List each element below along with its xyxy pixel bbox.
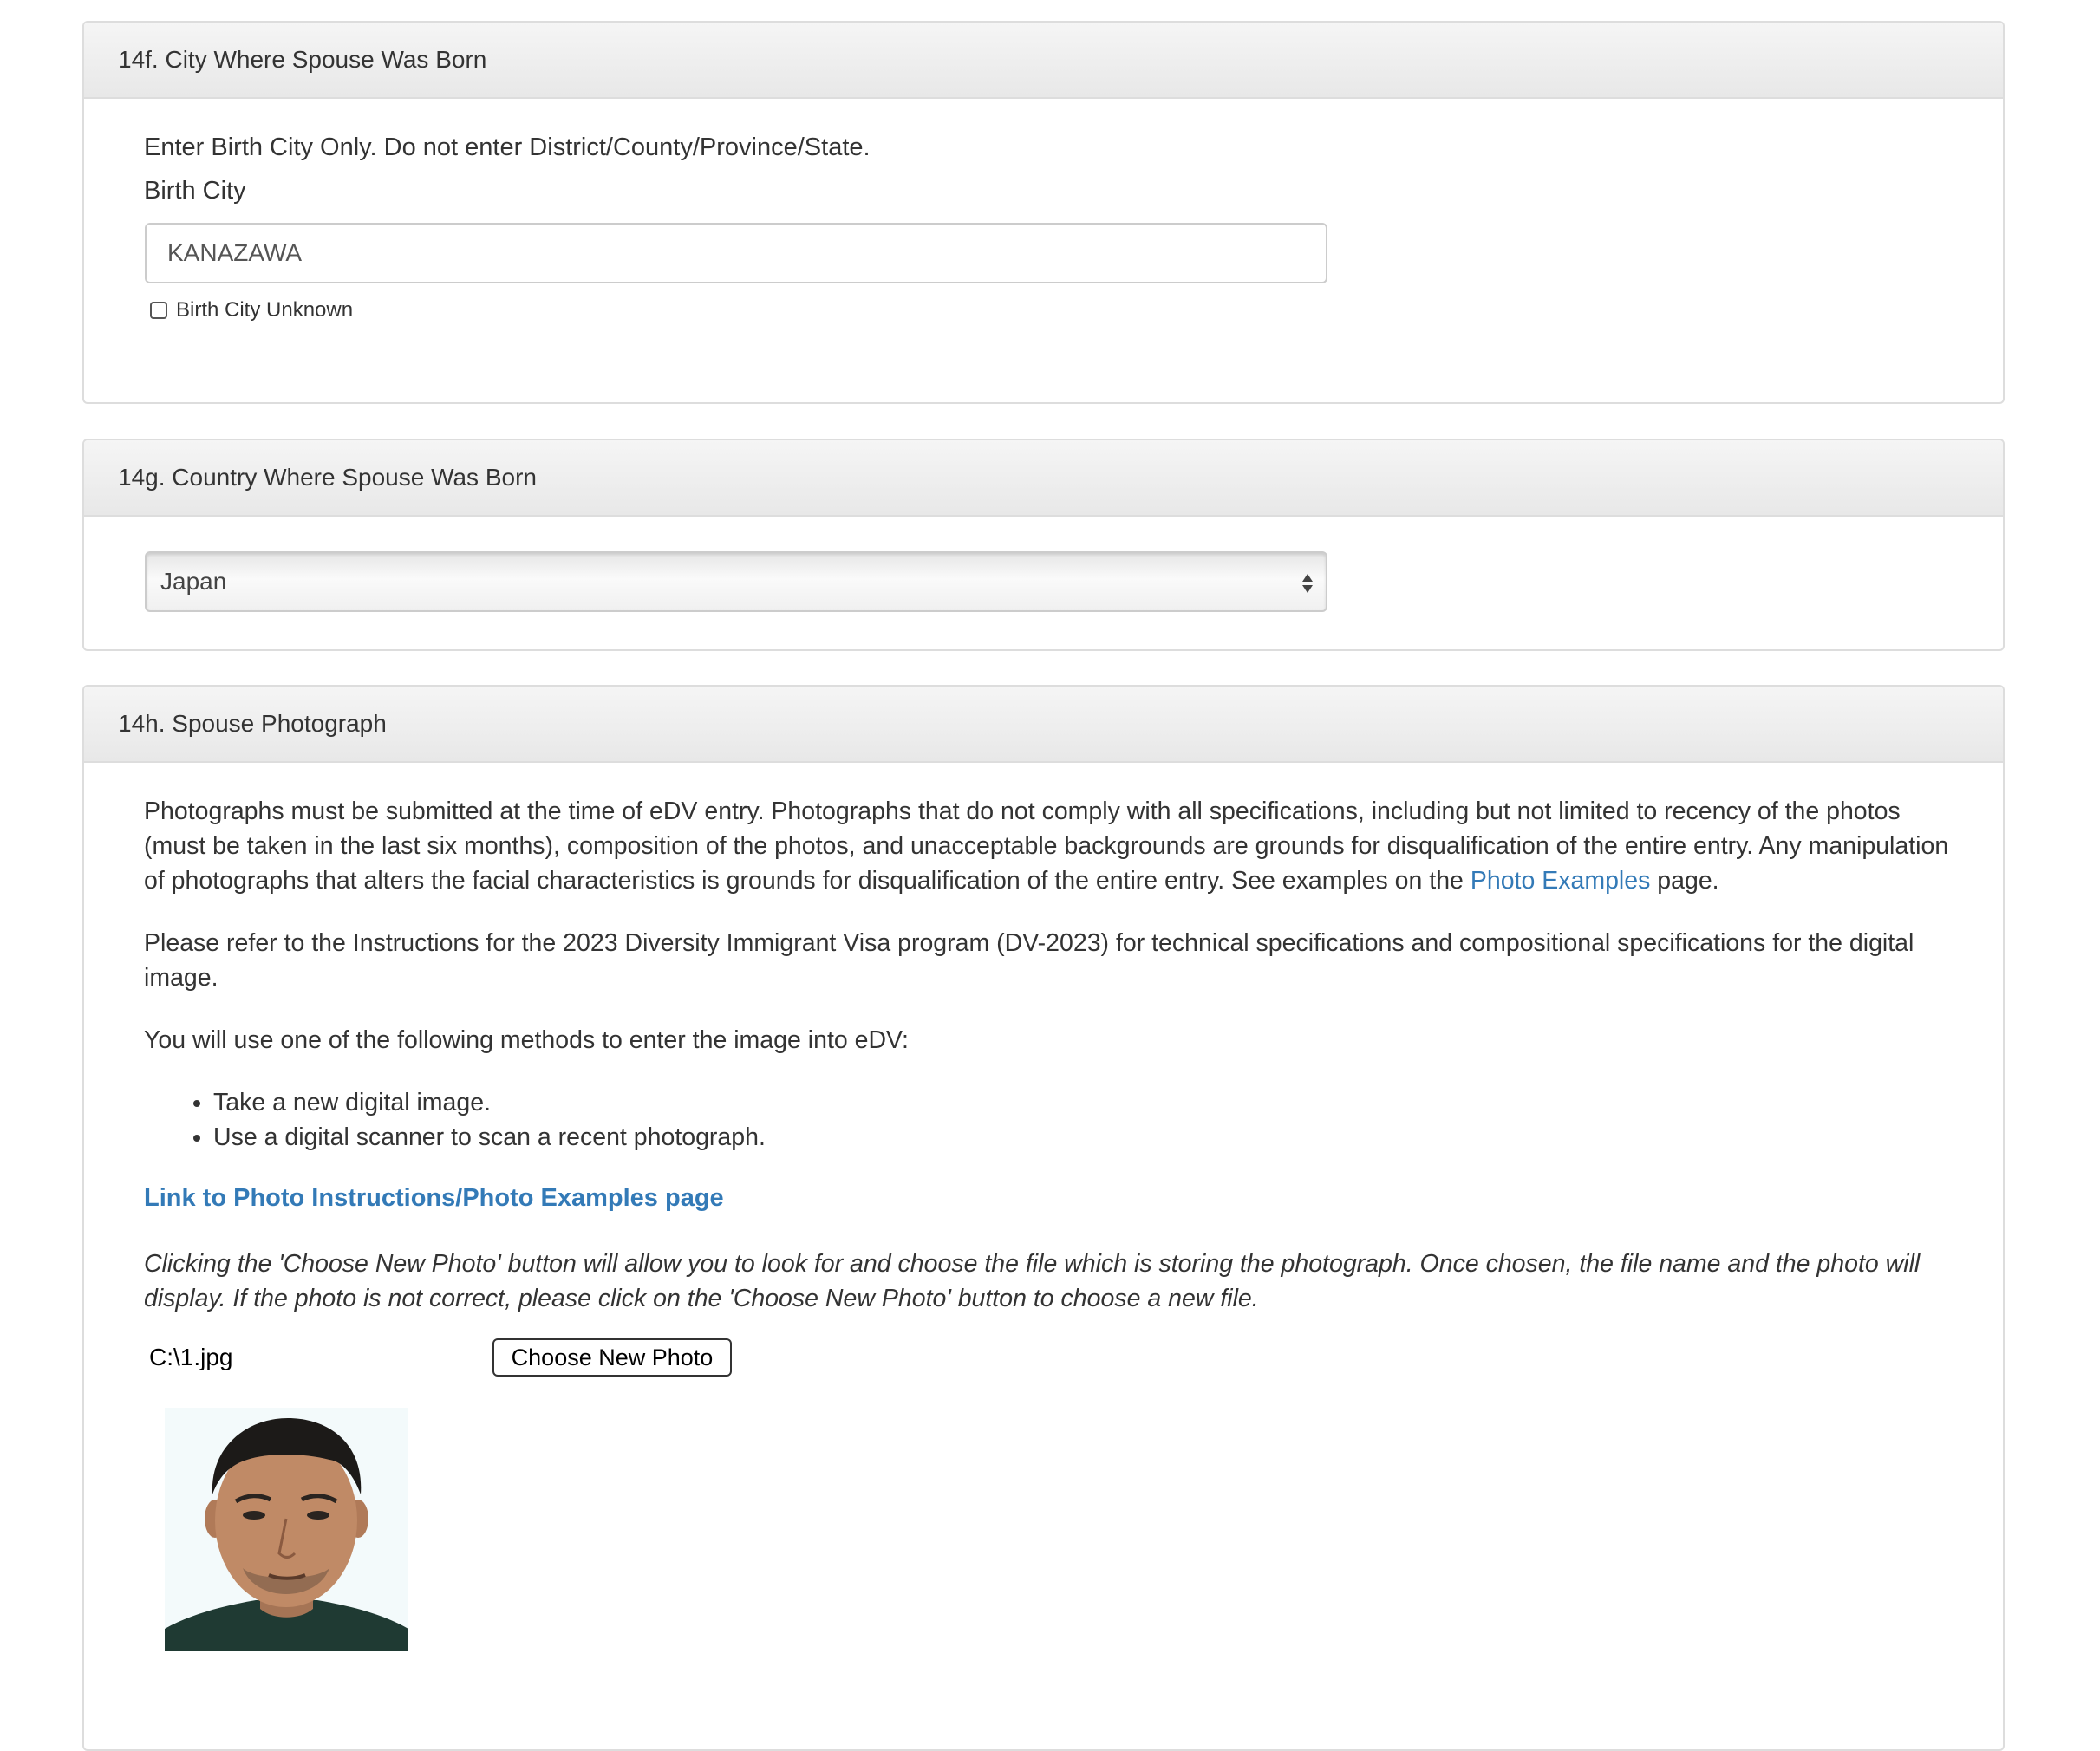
panel-spouse-photograph — [82, 685, 2005, 1751]
list-item: • Use a digital scanner to scan a recent photograph. — [213, 1120, 766, 1155]
photo-requirements-text-end: page. — [1650, 867, 1719, 895]
panel-country-where-spouse-born — [82, 439, 2005, 651]
birth-city-instruction: Enter Birth City Only. Do not enter District/County/Province/State. — [144, 133, 871, 161]
photo-requirements-paragraph — [144, 794, 1965, 898]
photo-requirements-text: Photographs must be submitted at the time of eDV entry. Photographs that do not comply with all specifications, including but not limited to recency of the photos (must be taken in the last six months), composition of the photos, and unacceptable backgrounds are grounds for disqualification of the entire entry. Any manipulation of photographs that alters the facial characteristics is grounds for disqualification of the entire entry. See examples on the — [144, 797, 1949, 895]
panel-heading: 14f. City Where Spouse Was Born — [84, 23, 2003, 99]
panel-heading: 14h. Spouse Photograph — [84, 687, 2003, 763]
spouse-photo — [165, 1408, 408, 1651]
list-item: • Take a new digital image. — [213, 1085, 766, 1120]
birth-city-unknown-checkbox[interactable] — [150, 302, 167, 319]
methods-list — [144, 1085, 766, 1155]
panel-heading: 14g. Country Where Spouse Was Born — [84, 440, 2003, 517]
photo-examples-link[interactable]: Photo Examples — [1470, 867, 1651, 895]
choose-photo-note: Clicking the 'Choose New Photo' button will allow you to look for and choose the file which is storing the photograph. Once chosen, the file name and the photo will display. If the photo is not correct, please click on the 'Choose New Photo' button to choose a new file. — [144, 1250, 1921, 1312]
methods-intro-paragraph: You will use one of the following methods to enter the image into eDV: — [144, 1026, 909, 1054]
panel-city-where-spouse-born — [82, 21, 2005, 404]
country-select-value: Japan — [160, 568, 227, 595]
photo-instructions-link[interactable]: Link to Photo Instructions/Photo Examples page — [144, 1184, 724, 1212]
birth-city-unknown-label[interactable]: Birth City Unknown — [176, 298, 354, 322]
birth-city-input[interactable] — [145, 223, 1327, 283]
selected-file-name: C:\1.jpg — [149, 1344, 233, 1370]
select-arrows-icon — [1301, 572, 1314, 595]
country-select[interactable] — [145, 551, 1327, 612]
dv-instructions-paragraph: Please refer to the Instructions for the 2023 Diversity Immigrant Visa program (DV-2023) for technical specifications and compositional specifications for the digital image. — [144, 929, 1914, 992]
birth-city-label: Birth City — [144, 177, 246, 205]
choose-new-photo-button[interactable]: Choose New Photo — [492, 1338, 732, 1377]
birth-city-unknown-row[interactable] — [150, 298, 353, 322]
